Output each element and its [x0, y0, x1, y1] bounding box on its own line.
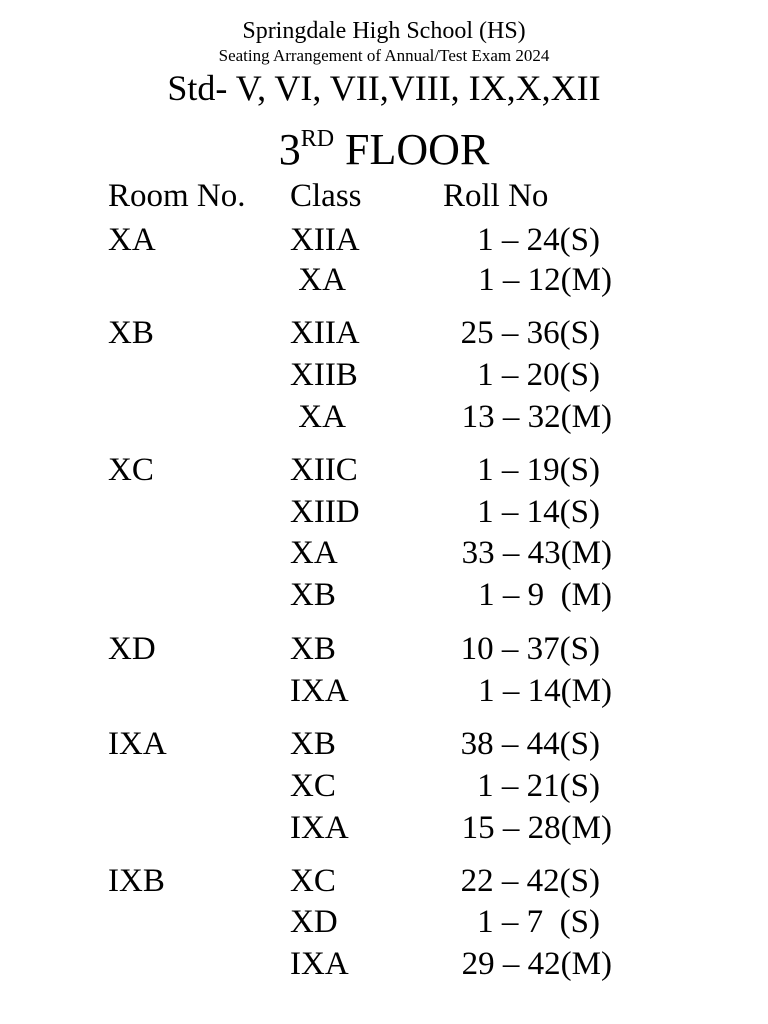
- exam-title: Seating Arrangement of Annual/Test Exam 2024: [218, 46, 550, 65]
- class-cell: IXA: [290, 673, 349, 709]
- class-cell: XA: [290, 399, 346, 435]
- room-cell: XB: [108, 315, 154, 351]
- class-column-header: Class: [290, 178, 362, 214]
- roll-cell: 1 – 14(M): [478, 673, 612, 709]
- floor-word: FLOOR: [334, 125, 490, 174]
- floor-suffix: RD: [300, 126, 335, 152]
- standards-line: Std- V, VI, VII,VIII, IX,X,XII: [167, 68, 601, 108]
- school-name: Springdale High School (HS): [242, 18, 526, 44]
- room-cell: XC: [108, 452, 154, 488]
- floor-title: [0, 124, 768, 176]
- roll-cell: 1 – 7 (S): [477, 904, 600, 940]
- roll-cell: 1 – 21(S): [477, 768, 600, 804]
- roll-cell: 13 – 32(M): [461, 399, 612, 435]
- class-cell: IXA: [290, 946, 349, 982]
- roll-cell: 38 – 44(S): [460, 726, 600, 762]
- class-cell: XIID: [290, 494, 360, 530]
- class-cell: XA: [290, 262, 346, 298]
- room-cell: XD: [108, 631, 156, 667]
- room-column-header: Room No.: [108, 178, 246, 214]
- class-cell: IXA: [290, 810, 349, 846]
- class-cell: XC: [290, 863, 336, 899]
- roll-cell: 1 – 24(S): [477, 222, 600, 258]
- roll-cell: 33 – 43(M): [461, 535, 612, 571]
- roll-cell: 1 – 9 (M): [478, 577, 612, 613]
- roll-cell: 10 – 37(S): [460, 631, 600, 667]
- class-cell: XIIA: [290, 222, 360, 258]
- roll-cell: 1 – 14(S): [477, 494, 600, 530]
- class-cell: XC: [290, 768, 336, 804]
- class-cell: XIIA: [290, 315, 360, 351]
- roll-cell: 1 – 19(S): [477, 452, 600, 488]
- roll-cell: 29 – 42(M): [461, 946, 612, 982]
- roll-column-header: Roll No: [443, 178, 549, 214]
- room-cell: XA: [108, 222, 156, 258]
- room-cell: IXA: [108, 726, 167, 762]
- class-cell: XA: [290, 535, 338, 571]
- roll-cell: 22 – 42(S): [460, 863, 600, 899]
- roll-cell: 15 – 28(M): [461, 810, 612, 846]
- roll-cell: 1 – 20(S): [477, 357, 600, 393]
- roll-cell: 25 – 36(S): [460, 315, 600, 351]
- class-cell: XIIB: [290, 357, 358, 393]
- class-cell: XD: [290, 904, 338, 940]
- roll-cell: 1 – 12(M): [478, 262, 612, 298]
- class-cell: XB: [290, 726, 336, 762]
- class-cell: XB: [290, 577, 336, 613]
- class-cell: XIIC: [290, 452, 358, 488]
- class-cell: XB: [290, 631, 336, 667]
- room-cell: IXB: [108, 863, 165, 899]
- floor-number: 3: [278, 125, 301, 174]
